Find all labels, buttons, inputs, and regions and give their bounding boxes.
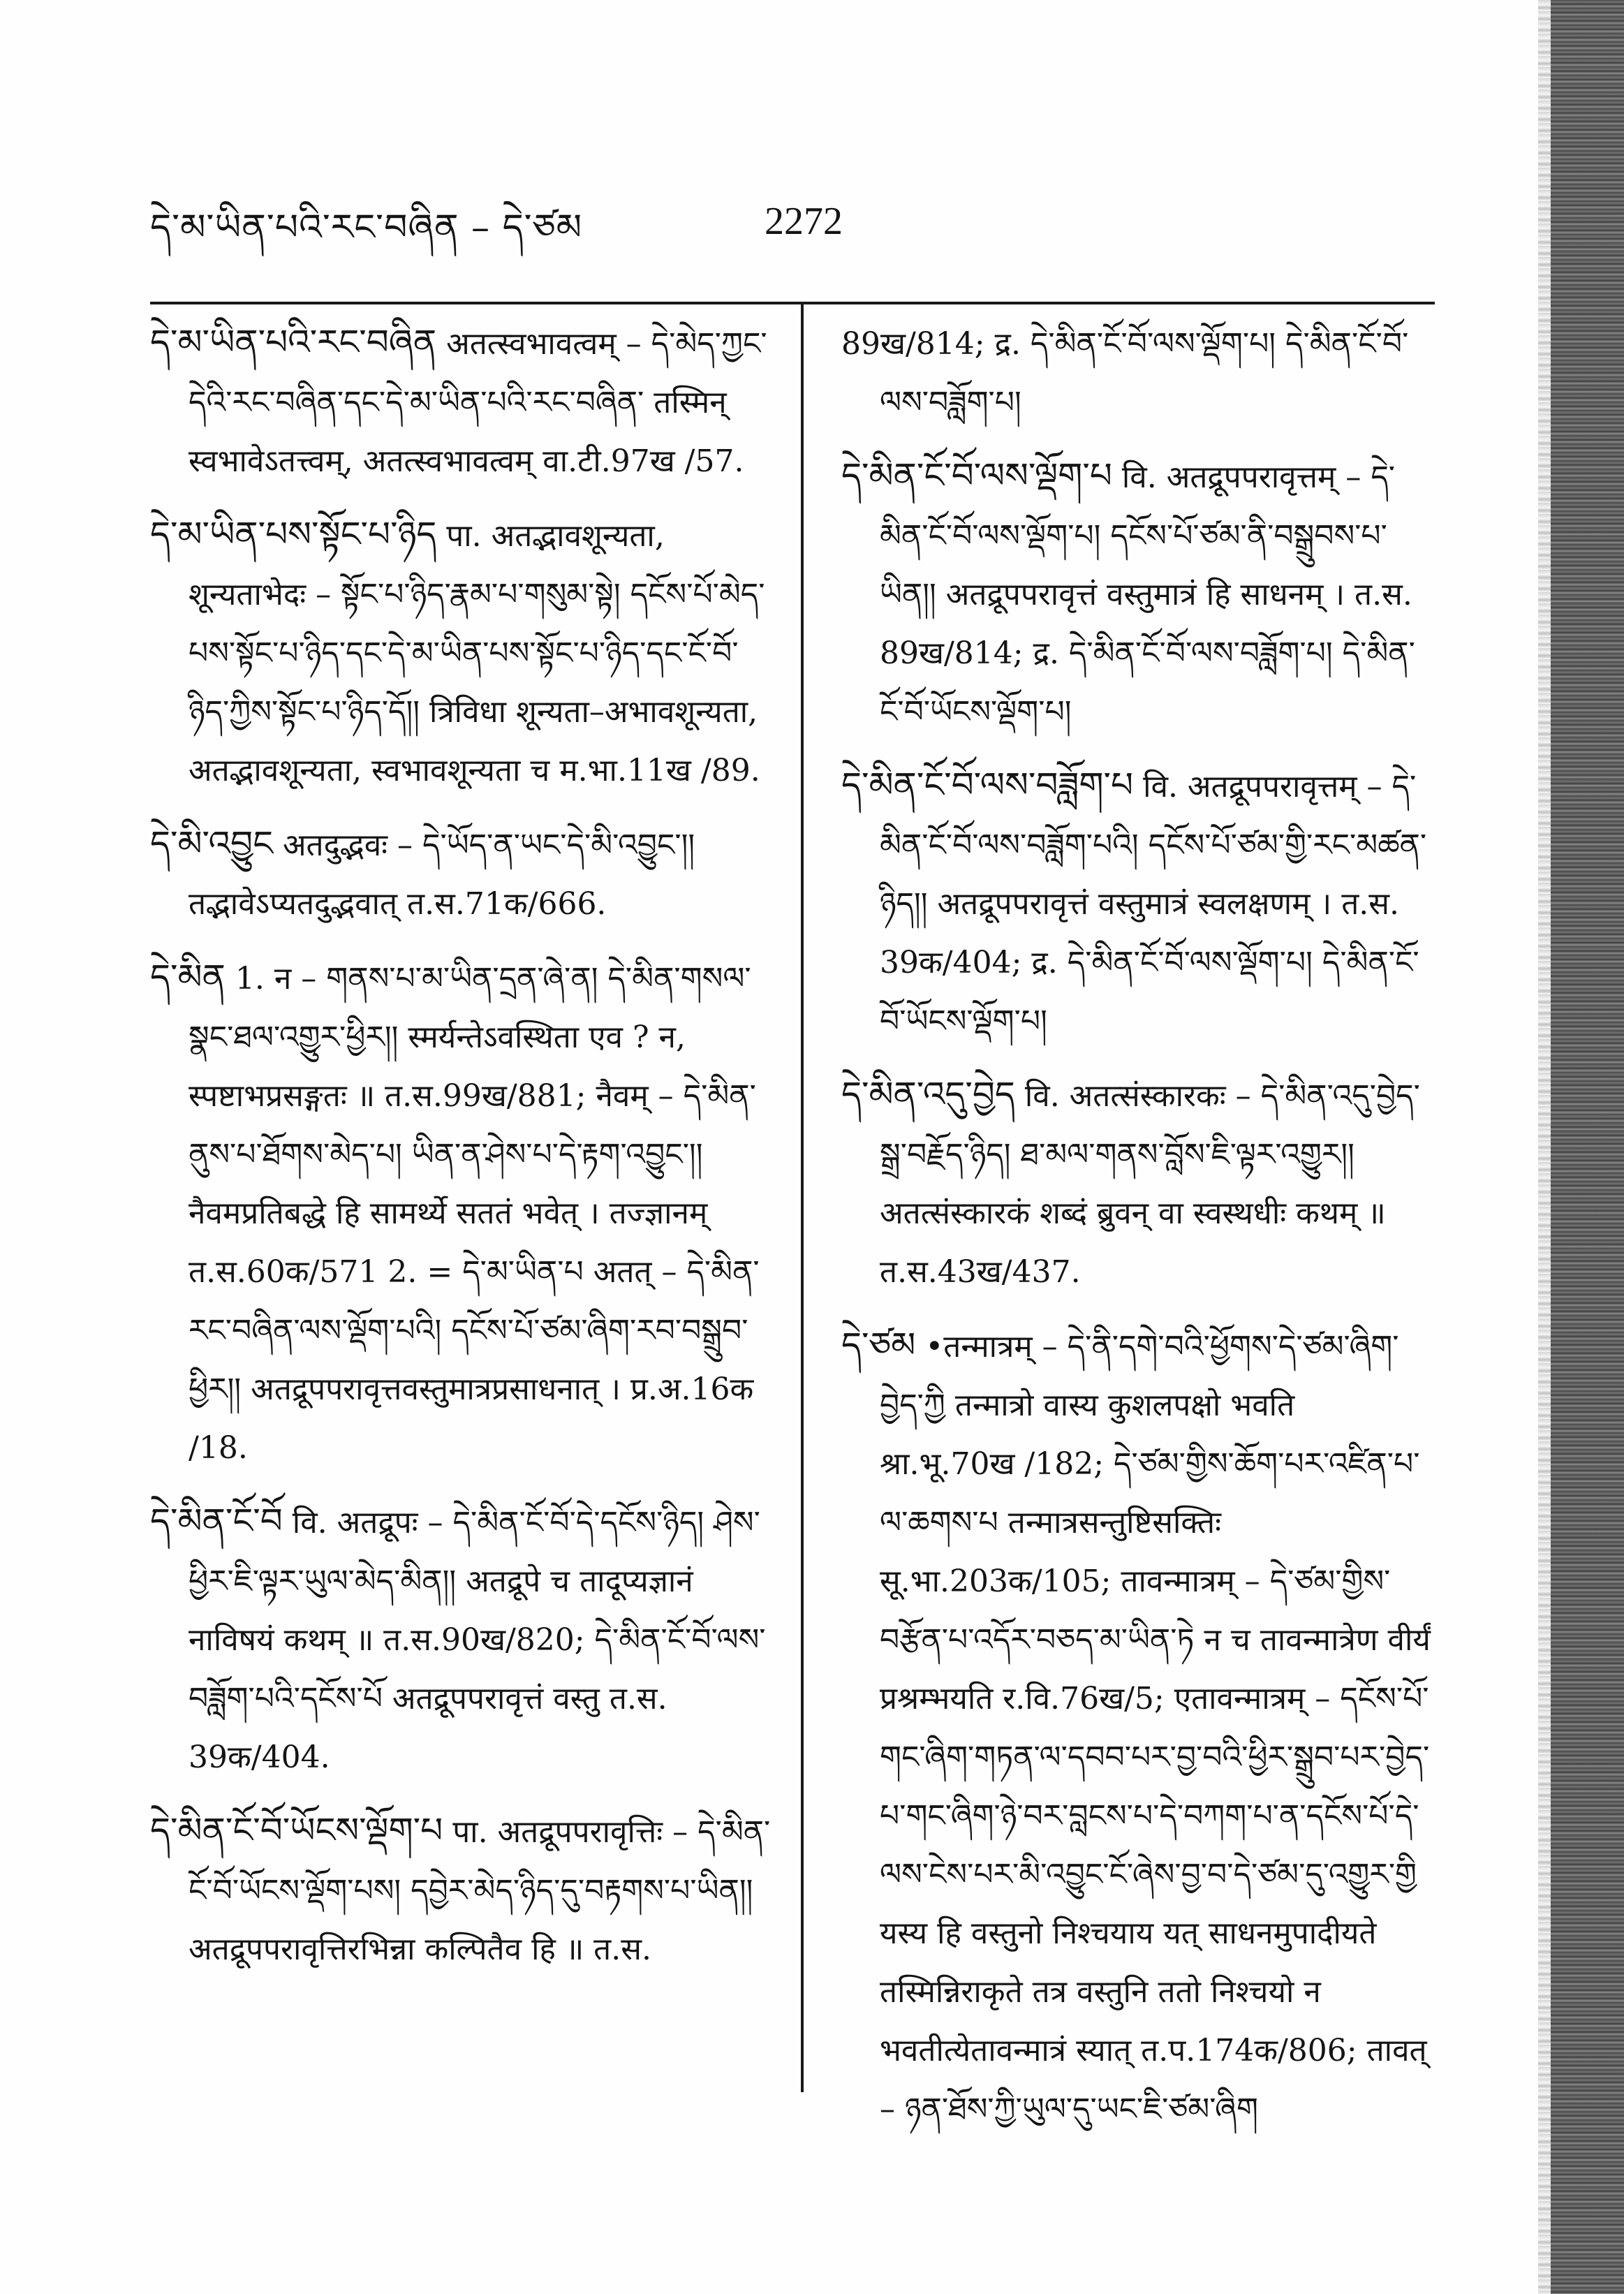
entry-headword: དེ་མ་ཡིན་པའི་རང་བཞིན xyxy=(150,322,437,362)
entry-text: 1. न – གནས་པ་མ་ཡིན་དྲན་ཞེ་ན། དེ་མིན་གསལ་སྣང་ཐལ་འགྱུར་ཕྱིར།། स्मर्यन्तेऽवस्थिता एव ? न, स्पष्टाभप्रसङ्गतः ॥ त.स.99ख/881; नैवम् – དེ་མིན་ནུས་པ་ཐོགས་མེད་པ། ཡིན་ན་ཤེས་པ་དེ་རྟག་འབྱུང་།། नैवमप्रतिबद्धे हि सामर्थ्ये सततं भवेत् । तज्ज्ञानम् त.स.60क/571 2. = དེ་མ་ཡིན་པ अतत् – དེ་མིན་རང་བཞིན་ལས་ལྡོག་པའི། དངོས་པོ་ཙམ་ཞིག་རབ་བསྒྲུབ་ཕྱིར།། अतद्रूपपरावृत्तवस्तुमात्रप्रसाधनात् । प्र.अ.16क /18. xyxy=(189,961,760,1466)
dictionary-entry xyxy=(150,313,775,491)
entry-text: वि. अतद्रूपपरावृत्तम् – དེ་མིན་ངོ་བོ་ལས་ལྡོག་པ། དངོས་པོ་ཙམ་ནི་བསྒྲུབས་པ་ཡིན།། अतद्रूपपरावृत्तं वस्तुमात्रं हि साधनम् । त.स. 89ख/814; द्र. དེ་མིན་ངོ་བོ་ལས་བཟློག་པ། དེ་མིན་ངོ་བོ་ཡོངས་ལྡོག་པ། xyxy=(880,459,1415,730)
entry-text: वि. अतत्संस्कारकः – དེ་མིན་འདུ་བྱེད་སྒྲ་བརྗོད་ཉིད། ཐ་མལ་གནས་བློས་ཇི་ལྟར་འགྱུར།། अतत्संस्कारकं शब्दं ब्रुवन् वा स्वस्थधीः कथम् ॥ त.स.43ख/437. xyxy=(880,1078,1420,1290)
right-column xyxy=(841,313,1438,2153)
entry-text: 89ख/814; द्र. དེ་མིན་ངོ་བོ་ལས་ལྡོག་པ། དེ་མིན་ངོ་བོ་ལས་བཟློག་པ། xyxy=(841,326,1409,420)
entry-text: वि. अतद्रूपपरावृत्तम् – དེ་མིན་ངོ་བོ་ལས་བཟློག་པའི། དངོས་པོ་ཙམ་གྱི་རང་མཚན་ཉིད།། अतद्रूपपरावृत्तं वस्तुमात्रं स्वलक्षणम् । त.स. 39क/404; द्र. དེ་མིན་ངོ་བོ་ལས་ལྡོག་པ། དེ་མིན་ངོ་བོ་ཡོངས་ལྡོག་པ། xyxy=(880,769,1427,1039)
entry-headword: དེ་མིན་འདུ་བྱེད xyxy=(841,1074,1015,1115)
header-rule xyxy=(150,302,1435,304)
entry-text: अतदुद्भवः – དེ་ཡོད་ན་ཡང་དེ་མི་འབྱུང་།། तद्भावेऽप्यतदुद्भवात् त.स.71क/666. xyxy=(189,828,695,922)
dictionary-entry xyxy=(150,948,775,1478)
entry-headword: དེ་མིན་ངོ་བོ xyxy=(150,1501,283,1541)
page-number: 2272 xyxy=(765,200,843,243)
entry-text: पा. अतद्भावशून्यता, शून्यताभेदः – སྟོང་པ་ཉིད་རྣམ་པ་གསུམ་སྟེ། དངོས་པོ་མེད་པས་སྟོང་པ་ཉིད་དང་དེ་མ་ཡིན་པས་སྟོང་པ་ཉིད་དང་ངོ་བོ་ཉིད་ཀྱིས་སྟོང་པ་ཉིད་དོ།། त्रिविधा शून्यता–अभावशून्यता, अतद्भावशून्यता, स्वभावशून्यता च म.भा.11ख /89. xyxy=(189,518,765,788)
entry-text: •तन्मात्रम् – དེ་ནི་དགེ་བའི་ཕྱོགས་དེ་ཙམ་ཞིག་བྱེད་ཀྱི तन्मात्रो वास्य कुशलपक्षो भवति श्रा.भू.70ख /182; དེ་ཙམ་གྱིས་ཆོག་པར་འཛིན་པ་ལ་ཆགས་པ तन्मात्रसन्तुष्टिसक्तिः सू.भा.203क/105; तावन्मात्रम् – དེ་ཙམ་གྱིས་བརྩོན་པ་འདོར་བཅད་མ་ཡིན་ཏེ न च तावन्मात्रेण वीर्यं प्रश्रम्भयति र.वि.76ख/5; एतावन्मात्रम् – དངོས་པོ་གང་ཞིག་གཏན་ལ་དབབ་པར་བྱ་བའི་ཕྱིར་སྒྲུབ་པར་བྱེད་པ་གང་ཞིག་ཉེ་བར་བླངས་པ་དེ་བཀག་པ་ན་དངོས་པོ་དེ་ལས་ངེས་པར་མི་འབྱུང་ངོ་ཞེས་བྱ་བ་དེ་ཙམ་དུ་འགྱུར་གྱི यस्य हि वस्तुनो निश्चयाय यत् साधनमुपादीयते तस्मिन्निराकृते तत्र वस्तुनि ततो निश्चयो न भवतीत्येतावन्मात्रं स्यात् त.प.174क/806; तावत् – ཉན་ཐོས་ཀྱི་ཡུལ་དུ་ཡང་ཇི་ཙམ་ཞིག xyxy=(880,1329,1431,2127)
dictionary-entry xyxy=(841,756,1438,1051)
dictionary-entry xyxy=(150,505,775,800)
entry-headword: དེ་ཙམ xyxy=(841,1325,916,1365)
dictionary-entry xyxy=(150,1801,775,1979)
dictionary-entry xyxy=(841,1316,1438,2139)
entry-headword: དེ་མིན xyxy=(150,957,226,997)
entry-headword: དེ་མི་འབྱུང xyxy=(150,823,273,864)
entry-headword: དེ་མ་ཡིན་པས་སྟོང་པ་ཉིད xyxy=(150,514,437,554)
dictionary-entry xyxy=(841,446,1438,742)
entry-text: अतत्स्वभावत्वम् – དེ་མེད་ཀྱང་དེའི་རང་བཞིན་དང་དེ་མ་ཡིན་པའི་རང་བཞིན་ तस्मिन् स्वभावेऽतत्त्वम्, अतत्स्वभावत्वम् वा.टी.97ख /57. xyxy=(189,326,767,479)
entry-headword: དེ་མིན་ངོ་བོ་ལས་ལྡོག་པ xyxy=(841,455,1112,496)
left-column xyxy=(150,313,775,1993)
entry-headword: དེ་མིན་ངོ་བོ་ལས་བཟློག་པ xyxy=(841,765,1134,805)
entry-text: पा. अतद्रूपपरावृत्तिः – དེ་མིན་ངོ་བོ་ཡོངས་ལྡོག་པས། དབྱེར་མེད་ཉིད་དུ་བརྟགས་པ་ཡིན།། अतद्रूपपरावृत्तिरभिन्ना कल्पितैव हि ॥ त.स. xyxy=(189,1814,771,1967)
scan-edge xyxy=(1551,0,1624,2294)
dictionary-entry xyxy=(150,1492,775,1787)
dictionary-entry xyxy=(841,1065,1438,1302)
entry-text: वि. अतद्रूपः – དེ་མིན་ངོ་བོ་དེ་དངོས་ཉིད། ཤེས་ཕྱིར་ཇི་ལྟར་ཡུལ་མེད་མིན།། अतद्रूपे च तादूप्यज्ञानं नाविषयं कथम् ॥ त.स.90ख/820; དེ་མིན་ངོ་བོ་ལས་བཟློག་པའི་དངོས་པོ अतद्रूपपरावृत्तं वस्तु त.स. 39क/404. xyxy=(189,1505,766,1775)
running-head: དེ་མ་ཡིན་པའི་རང་བཞིན – དེ་ཙམ xyxy=(150,207,583,249)
scan-shadow xyxy=(1538,0,1551,2294)
column-divider xyxy=(801,304,804,2092)
entry-headword: དེ་མིན་ངོ་བོ་ཡོངས་ལྡོག་པ xyxy=(150,1810,443,1851)
dictionary-entry-continued xyxy=(841,313,1438,432)
dictionary-entry xyxy=(150,814,775,934)
